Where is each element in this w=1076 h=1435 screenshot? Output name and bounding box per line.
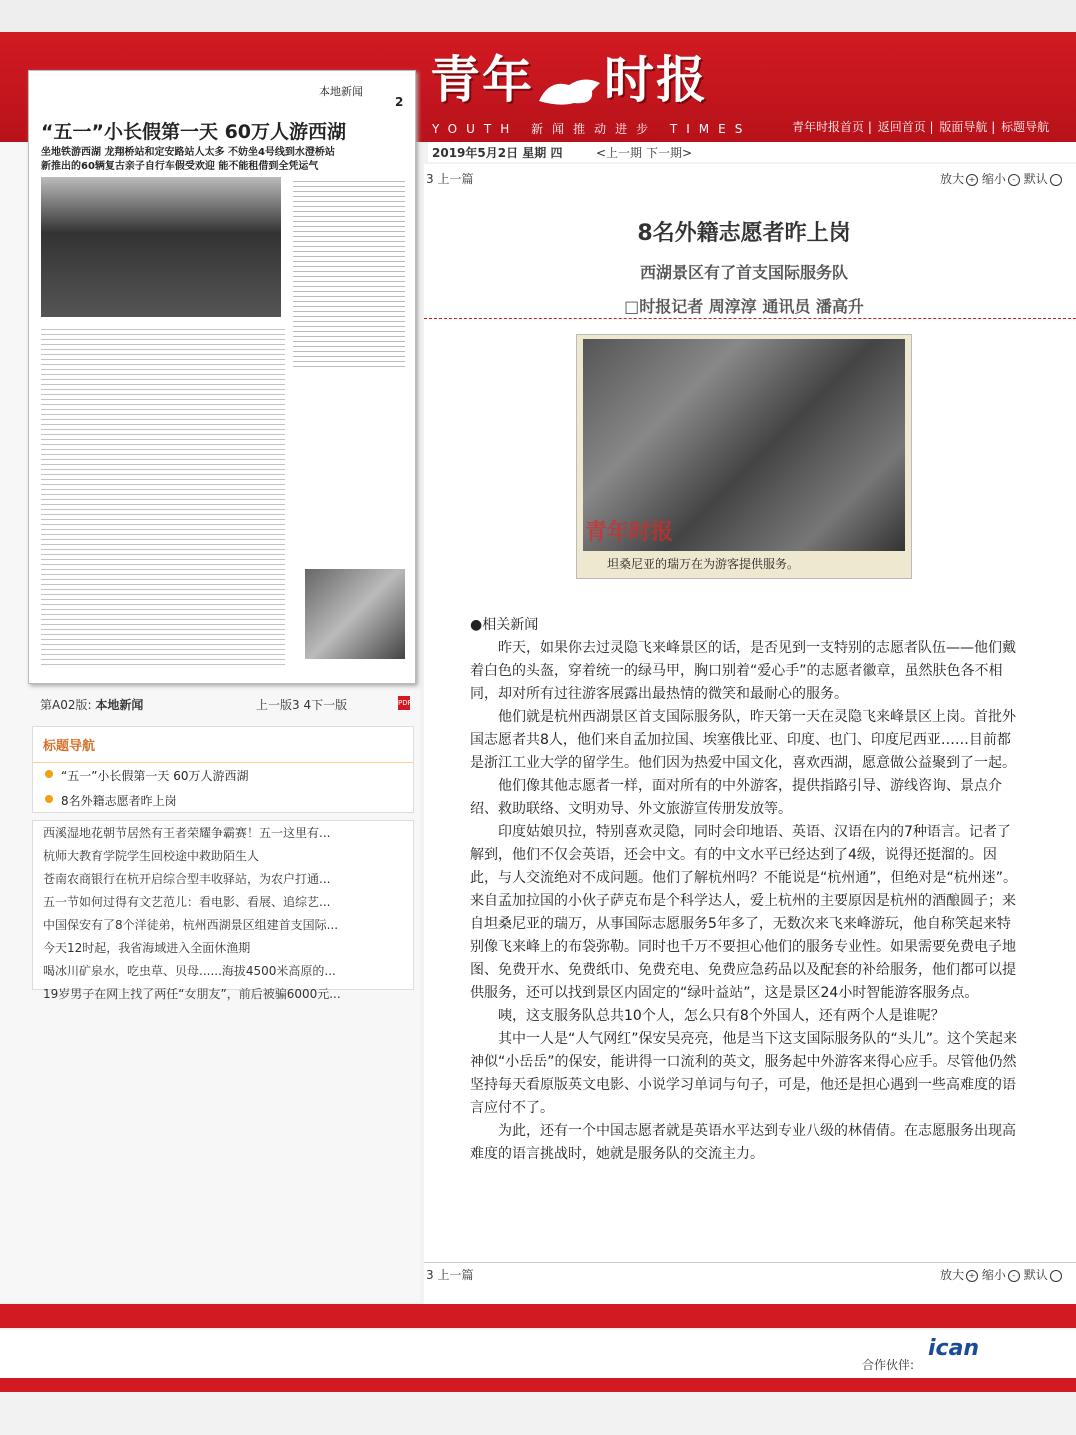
- article-subtitle: 西湖景区有了首支国际服务队: [639, 263, 848, 282]
- zoom-controls-top: [940, 170, 1062, 187]
- link-item[interactable]: 西溪湿地花朝节居然有王者荣耀争霸赛！五一这里有...: [43, 826, 331, 840]
- article-paragraph: 其中一人是“人气网红”保安吴亮亮，他是当下这支国际服务队的“头儿”。这个笑起来神似“小岳岳”的保安，能讲得一口流利的英文，服务起中外游客来得心应手。尽管他仍然坚持每天看原版英文电影、小说学习单词与句子，可是，他还是担心遇到一些高难度的语言应付不了。: [470, 1031, 1018, 1116]
- top-strip: [0, 0, 1076, 32]
- article-body: [470, 614, 1020, 1166]
- zoom-controls-bottom: [940, 1266, 1062, 1283]
- zoom-out-button[interactable]: 缩小 -: [982, 172, 1020, 186]
- photo-watermark: 青年时报: [585, 520, 674, 545]
- bull-icon: [534, 64, 604, 104]
- site-logo[interactable]: 青年 时报: [430, 50, 708, 109]
- article-paragraph: 印度姑娘贝拉，特别喜欢灵隐，同时会印地语、英语、汉语在内的7种语言。记者了解到，他们不仅会英语，还会中文。有的中文水平已经达到了4级，说得还挺溜的。因此，与人交流绝对不成问题。他们了解杭州吗？不能说是“杭州通”，但绝对是“杭州迷”。来自孟加拉国的小伙子萨克布是个科学达人，爱上杭州的主要原因是杭州的酒酿圆子；来自坦桑尼亚的瑞万，从事国际志愿服务5年多了，无数次来飞来峰游玩，他自称笑起来特别像飞来峰上的布袋弥勒。同时也千万不要担心他们的服务专业性。如果需要免费电子地图、免费开水、免费纸巾、免费充电、免费应急药品以及配套的补给服务，他们都可以提供服务，还可以找到景区内固定的“绿叶益站”，这是景区24小时智能游客服务点。: [470, 824, 1018, 1001]
- zoom-default-button[interactable]: 默认: [1024, 1268, 1062, 1282]
- next-page-link[interactable]: 4下一版: [303, 698, 348, 712]
- link-item[interactable]: 五一节如何过得有文艺范儿：看电影、看展、追综艺...: [43, 895, 331, 909]
- zoom-in-button[interactable]: 放大 +: [940, 1268, 978, 1282]
- reset-icon: [1050, 1270, 1062, 1282]
- minus-icon: -: [1008, 1270, 1020, 1282]
- related-news-label: ●相关新闻: [470, 617, 539, 633]
- site-tagline: YOUTH 新闻推动进步 TIMES: [432, 122, 752, 136]
- thumb-text-block: [41, 325, 285, 665]
- article-title: 8名外籍志愿者昨上岗: [637, 221, 851, 246]
- prev-issue-link[interactable]: <上一期: [596, 146, 643, 160]
- thumb-page-no: 2: [395, 95, 404, 109]
- bottom-divider: [424, 1262, 1076, 1263]
- nav-home[interactable]: 青年时报首页: [792, 120, 865, 134]
- zoom-in-button[interactable]: 放大 +: [940, 172, 978, 186]
- page-thumbnail[interactable]: [28, 70, 416, 684]
- title-nav-item[interactable]: “五一”小长假第一天 60万人游西湖: [33, 763, 413, 788]
- prev-page-link[interactable]: 上一版3: [256, 698, 300, 712]
- article-paragraph: 为此，还有一个中国志愿者就是英语水平达到专业八级的林倩倩。在志愿服务出现高难度的语言挑战时，她就是服务队的交流主力。: [470, 1123, 1016, 1162]
- nav-title-nav[interactable]: 标题导航: [1001, 120, 1050, 134]
- minus-icon: -: [1008, 174, 1020, 186]
- next-issue-link[interactable]: 下一期>: [646, 146, 693, 160]
- footer-area: [0, 1330, 1076, 1380]
- page-label: 第A02版: 本地新闻: [40, 698, 144, 712]
- zoom-out-button[interactable]: 缩小 -: [982, 1268, 1020, 1282]
- article-paragraph: 咦，这支服务队总共10个人，怎么只有8个外国人，还有两个人是谁呢？: [498, 1008, 945, 1024]
- article-photo: [576, 334, 912, 579]
- link-item[interactable]: 中国保安有了8个洋徒弟，杭州西湖景区组建首支国际...: [43, 918, 339, 932]
- link-item[interactable]: 苍南农商银行在杭开启综合型丰收驿站，为农户打通...: [43, 872, 331, 886]
- thumb-crowd-photo: [41, 177, 281, 317]
- pdf-icon[interactable]: PDF: [398, 696, 410, 710]
- prev-article-link[interactable]: 3 上一篇: [426, 172, 474, 186]
- article-paragraph: 他们像其他志愿者一样，面对所有的中外游客，提供指路引导、游线咨询、景点介绍、救助联络、文明劝导、外文旅游宣传册发放等。: [470, 778, 1002, 817]
- link-item[interactable]: 19岁男子在网上找了两任“女朋友”，前后被骗6000元...: [43, 987, 341, 1001]
- title-nav-panel: [32, 726, 414, 813]
- zoom-default-button[interactable]: 默认: [1024, 172, 1062, 186]
- nav-page-nav[interactable]: 版面导航: [939, 120, 988, 134]
- photo-caption: 坦桑尼亚的瑞万在为游客提供服务。: [607, 557, 800, 571]
- page-prev-next: [256, 696, 347, 713]
- title-nav-item[interactable]: 8名外籍志愿者昨上岗: [33, 788, 413, 813]
- thumb-headline: “五一”小长假第一天 60万人游西湖: [41, 121, 347, 143]
- divider: [424, 318, 1076, 320]
- thumb-subhead-2: 新推出的60辆复古亲子自行车假受欢迎 能不能租借到全凭运气: [41, 161, 319, 172]
- footer-bar: [0, 1304, 1076, 1328]
- footer-bottom-bar: [0, 1378, 1076, 1392]
- nav-back-home[interactable]: 返回首页: [877, 120, 926, 134]
- link-item[interactable]: 杭师大教育学院学生回校途中救助陌生人: [43, 849, 260, 863]
- link-item[interactable]: 今天12时起，我省海域进入全面休渔期: [43, 941, 251, 955]
- article-paragraph: 昨天，如果你去过灵隐飞来峰景区的话，是否见到一支特别的志愿者队伍——他们戴着白色的头盔，穿着统一的绿马甲，胸口别着“爱心手”的志愿者徽章，虽然肤色各不相同，却对所有过往游客展露出最热情的微笑和最耐心的服务。: [470, 640, 1016, 702]
- partner-logo[interactable]: ican: [928, 1336, 980, 1361]
- plus-icon: +: [966, 1270, 978, 1282]
- date-bar: [428, 142, 1076, 162]
- thumb-volunteer-photo: [305, 569, 405, 659]
- partner-label: 合作伙伴:: [862, 1358, 915, 1372]
- related-links: [32, 820, 414, 1001]
- prev-article-link-bottom[interactable]: 3 上一篇: [426, 1268, 474, 1282]
- thumb-section: 本地新闻: [319, 85, 363, 98]
- header-nav: 青年时报首页 | 返回首页 | 版面导航 | 标题导航: [792, 120, 1050, 134]
- title-nav-header: 标题导航: [33, 727, 413, 763]
- thumb-text-col: [293, 177, 405, 367]
- article-paragraph: 他们就是杭州西湖景区首支国际服务队，昨天第一天在灵隐飞来峰景区上岗。首批外国志愿者共8人，他们来自孟加拉国、埃塞俄比亚、印度、也门、印度尼西亚……目前都是浙江工业大学的留学生。他们因为热爱中国文化，喜欢西湖，愿意做公益聚到了一起。: [470, 709, 1016, 771]
- plus-icon: +: [966, 174, 978, 186]
- link-item[interactable]: 喝冰川矿泉水，吃虫草、贝母......海拔4500米高原的...: [43, 964, 336, 978]
- reset-icon: [1050, 174, 1062, 186]
- article-byline: □时报记者 周淳淳 通讯员 潘高升: [624, 297, 864, 316]
- issue-date: 2019年5月2日 星期 四: [432, 146, 563, 160]
- thumb-subhead-1: 坐地铁游西湖 龙翔桥站和定安路站人太多 不妨坐4号线到水澄桥站: [41, 147, 335, 158]
